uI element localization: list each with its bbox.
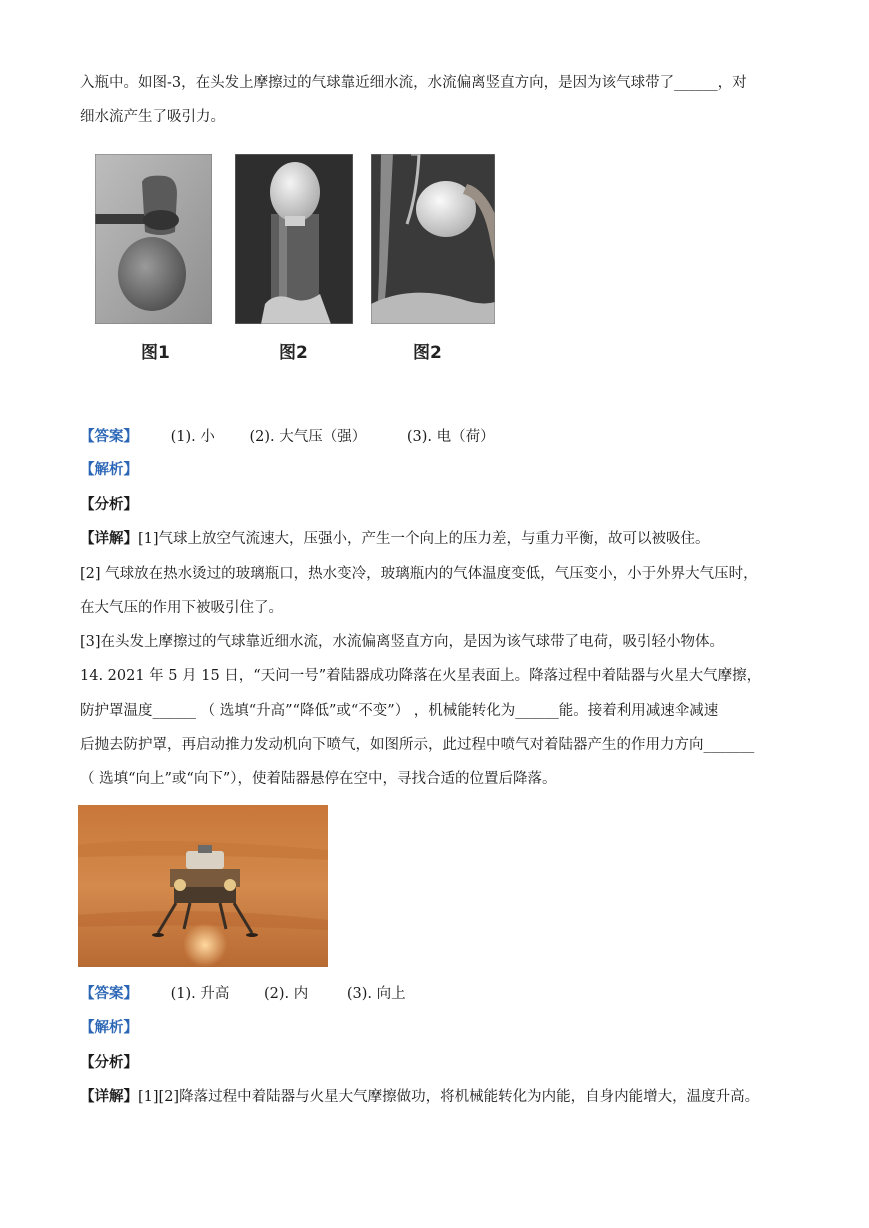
detail-line: [3]在头发上摩擦过的气球靠近细水流，水流偏离竖直方向，是因为该气球带了电荷，吸引轻小物体。	[80, 634, 725, 650]
detail-line: 在大气压的作用下被吸引住了。	[80, 600, 283, 616]
answer-row	[80, 427, 495, 447]
detail-text: [1]气球上放空气流速大，压强小，产生一个向上的压力差，与重力平衡，故可以被吸住。	[138, 531, 710, 547]
question-line: （ 选填“向上”或“向下”），使着陆器悬停在空中，寻找合适的位置后降落。	[80, 771, 557, 787]
detail-tag: 【详解】	[80, 1088, 138, 1105]
detail-tag: 【详解】	[80, 530, 138, 547]
answer-item: (1). 升高	[170, 986, 230, 1002]
detail-line	[80, 1087, 759, 1107]
analysis-tag: 【解析】	[80, 1019, 138, 1036]
figure-3-image	[371, 154, 495, 324]
figure-2-image	[235, 154, 353, 324]
figure-1-image	[95, 154, 212, 324]
fenxi-tag: 【分析】	[80, 496, 138, 513]
figure-1-caption: 图1	[141, 343, 170, 363]
answer-tag: 【答案】	[80, 985, 138, 1002]
answer-tag: 【答案】	[80, 428, 138, 445]
question-line: 防护罩温度______ （ 选填“升高”“降低”或“不变”） ，机械能转化为______能。接着利用减速伞减速	[80, 703, 719, 719]
answer-item: (1). 小	[170, 429, 215, 445]
detail-text: [1][2]降落过程中着陆器与火星大气摩擦做功，将机械能转化为内能，自身内能增大，温度升高。	[138, 1089, 760, 1105]
answer-row	[80, 984, 406, 1004]
figure-3-caption: 图2	[413, 343, 442, 363]
text-line: 细水流产生了吸引力。	[80, 109, 225, 125]
text-line: 入瓶中。如图-3，在头发上摩擦过的气球靠近细水流，水流偏离竖直方向，是因为该气球带了______，对	[80, 75, 747, 91]
answer-item: (2). 大气压（强）	[249, 429, 367, 445]
fenxi-tag: 【分析】	[80, 1054, 138, 1071]
question-line: 后抛去防护罩，再启动推力发动机向下喷气，如图所示，此过程中喷气对着陆器产生的作用力方向_______	[80, 737, 755, 753]
answer-item: (2). 内	[263, 986, 309, 1002]
figure-2-caption: 图2	[279, 343, 308, 363]
question-line: 14. 2021 年 5 月 15 日，“天问一号”着陆器成功降落在火星表面上。降落过程中着陆器与火星大气摩擦，	[80, 668, 762, 684]
mars-lander-image	[78, 805, 328, 967]
detail-line: [2] 气球放在热水烫过的玻璃瓶口，热水变冷，玻璃瓶内的气体温度变低，气压变小，小于外界大气压时，	[80, 566, 758, 582]
analysis-tag: 【解析】	[80, 461, 138, 478]
detail-line	[80, 529, 710, 549]
answer-item: (3). 电（荷）	[406, 429, 495, 445]
answer-item: (3). 向上	[346, 986, 406, 1002]
